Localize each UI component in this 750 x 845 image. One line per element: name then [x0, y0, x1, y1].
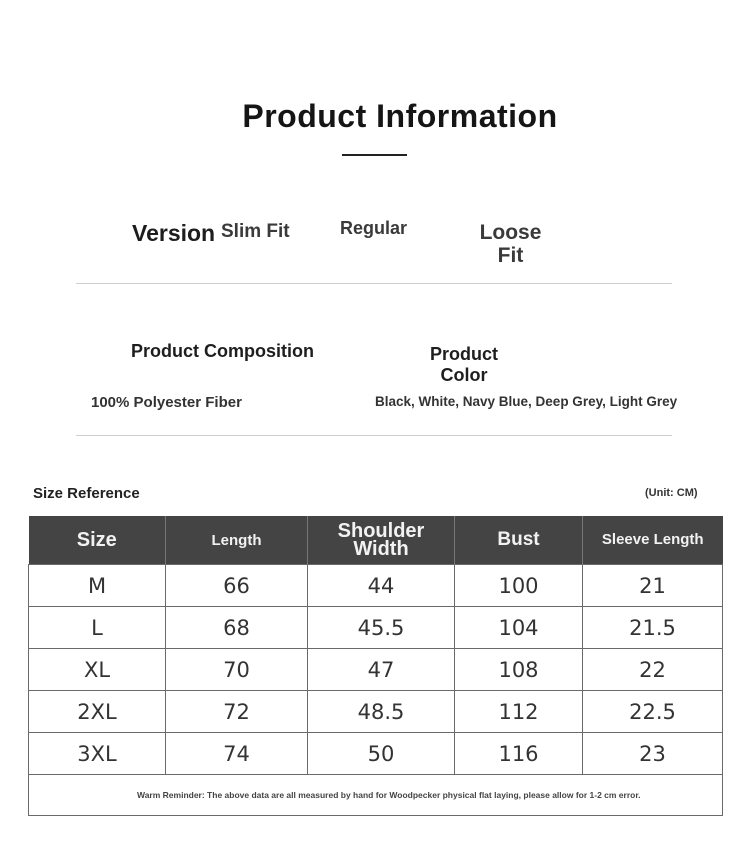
- cell-bust: 116: [455, 733, 583, 775]
- composition-value: 100% Polyester Fiber: [91, 394, 242, 411]
- page-title: Product Information: [242, 98, 558, 134]
- cell-sleeve: 21.5: [583, 607, 723, 649]
- version-option-loose-fit: Loose Fit: [479, 221, 542, 267]
- table-row: [29, 691, 723, 733]
- cell-size: 2XL: [29, 691, 166, 733]
- cell-length: 74: [166, 733, 308, 775]
- divider: [76, 435, 672, 436]
- cell-sleeve: 23: [583, 733, 723, 775]
- note-row: [29, 775, 723, 816]
- cell-shoulder: 47: [308, 649, 455, 691]
- cell-shoulder: 50: [308, 733, 455, 775]
- version-label: Version: [132, 220, 216, 246]
- table-row: [29, 649, 723, 691]
- header-bust: Bust: [455, 516, 583, 565]
- color-value: Black, White, Navy Blue, Deep Grey, Light Grey: [375, 394, 678, 409]
- cell-bust: 108: [455, 649, 583, 691]
- version-option-regular: Regular: [340, 218, 408, 238]
- cell-size: L: [29, 607, 166, 649]
- size-table: [28, 516, 723, 816]
- table-row: [29, 565, 723, 607]
- cell-shoulder: 44: [308, 565, 455, 607]
- header-sleeve-length: Sleeve Length: [583, 516, 723, 565]
- size-table-header: [29, 516, 723, 565]
- cell-sleeve: 22.5: [583, 691, 723, 733]
- cell-bust: 100: [455, 565, 583, 607]
- cell-bust: 112: [455, 691, 583, 733]
- cell-size: 3XL: [29, 733, 166, 775]
- cell-shoulder: 48.5: [308, 691, 455, 733]
- color-label: Product Color: [429, 344, 498, 385]
- cell-bust: 104: [455, 607, 583, 649]
- cell-shoulder: 45.5: [308, 607, 455, 649]
- cell-length: 66: [166, 565, 308, 607]
- cell-sleeve: 22: [583, 649, 723, 691]
- cell-sleeve: 21: [583, 565, 723, 607]
- divider: [76, 283, 672, 284]
- title-underline: [342, 154, 407, 156]
- cell-length: 72: [166, 691, 308, 733]
- composition-label: Product Composition: [131, 341, 314, 361]
- cell-size: M: [29, 565, 166, 607]
- warm-reminder-note: Warm Reminder: The above data are all measured by hand for Woodpecker physical flat laying, please allow for 1-2 cm error.: [29, 775, 723, 816]
- size-reference-label: Size Reference: [33, 485, 140, 502]
- header-length: Length: [166, 516, 308, 565]
- cell-size: XL: [29, 649, 166, 691]
- header-shoulder-width: Shoulder Width: [308, 516, 455, 565]
- version-option-slim-fit: Slim Fit: [221, 221, 290, 242]
- table-row: [29, 733, 723, 775]
- cell-length: 70: [166, 649, 308, 691]
- header-size: Size: [29, 516, 166, 565]
- table-row: [29, 607, 723, 649]
- unit-label: (Unit: CM): [645, 487, 698, 499]
- cell-length: 68: [166, 607, 308, 649]
